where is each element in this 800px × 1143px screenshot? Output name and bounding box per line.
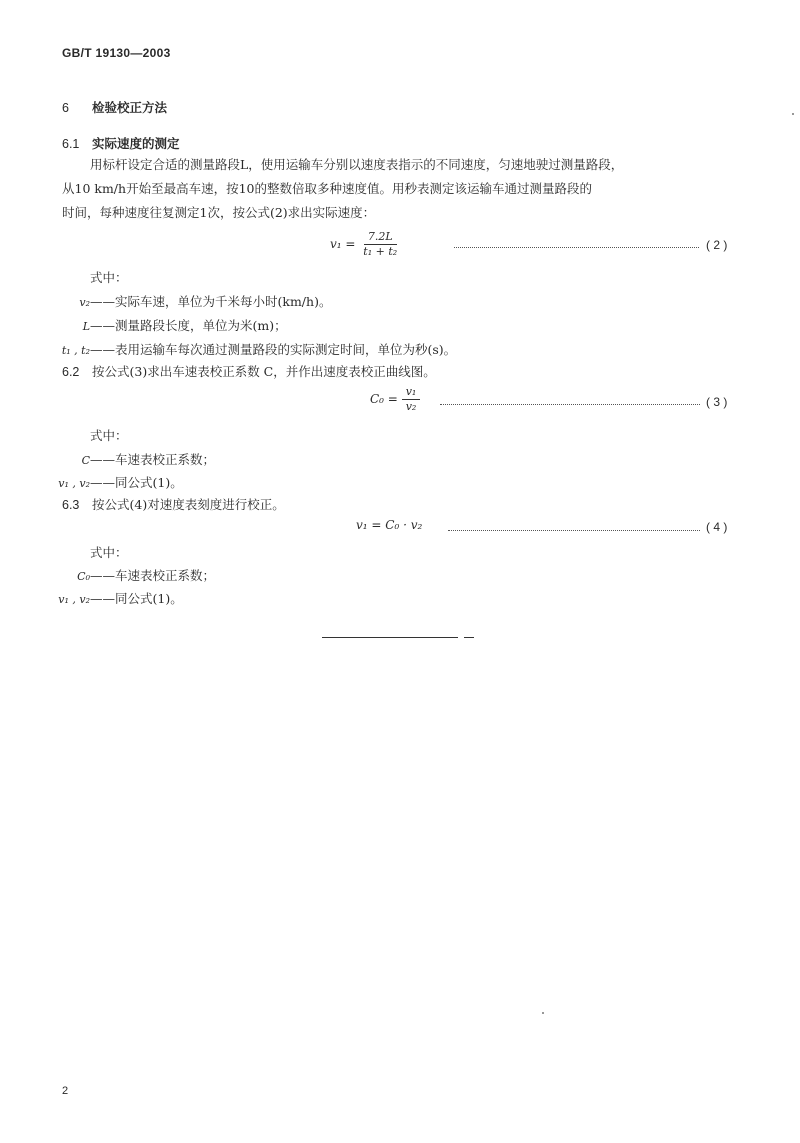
end-of-text-rule-tick (464, 637, 474, 638)
scan-speck (792, 113, 794, 115)
where-label: 式中： (90, 428, 128, 443)
definition-row (34, 340, 456, 358)
where-label: 式中： (90, 270, 128, 285)
dot-leader (454, 247, 699, 248)
where-label: 式中： (90, 545, 128, 560)
end-of-text-rule (322, 637, 458, 638)
definition-symbol: C₀ (77, 570, 90, 583)
definition-text: ——同公式(1)。 (90, 475, 183, 490)
definition-row (34, 589, 183, 607)
definition-row (34, 450, 215, 468)
definition-row (34, 566, 215, 584)
formula-lhs: C₀ = (370, 392, 398, 406)
fraction-denominator: v₂ (405, 400, 417, 413)
definition-row (34, 473, 183, 491)
formula-fraction (402, 385, 421, 414)
definition-row (34, 292, 331, 310)
subsection-text: 按公式(3)求出车速表校正系数 C，并作出速度表校正曲线图。 (92, 364, 436, 379)
fraction-numerator: v₁ (402, 385, 421, 400)
page-number: 2 (62, 1085, 69, 1097)
formula-2 (330, 230, 401, 259)
formula-3 (370, 385, 420, 414)
definition-symbol: v₁ , v₂ (58, 477, 90, 490)
subsection-title: 实际速度的测定 (92, 136, 180, 151)
definition-row (34, 316, 287, 334)
paragraph-line: 用标杆设定合适的测量路段L，使用运输车分别以速度表指示的不同速度，匀速地驶过测量路段， (90, 157, 624, 172)
equation-number: ( 4 ) (706, 520, 728, 534)
definition-text: ——表用运输车每次通过测量路段的实际测定时间，单位为秒(s)。 (90, 342, 457, 357)
subsection-6-3 (62, 495, 285, 513)
definition-text: ——车速表校正系数； (90, 568, 216, 583)
subsection-6-1-heading (62, 134, 180, 152)
paragraph-line: 从10 km/h开始至最高车速，按10的整数倍取多种速度值。用秒表测定该运输车通过测量路段的 (62, 181, 592, 196)
fraction-numerator: 7.2L (364, 230, 397, 245)
definition-symbol: L (82, 320, 90, 333)
standard-code-header: GB/T 19130—2003 (62, 46, 171, 60)
paragraph-line: 时间，每种速度往复测定1次，按公式(2)求出实际速度： (62, 205, 376, 220)
section-6-heading (62, 98, 167, 116)
equation-number: ( 3 ) (706, 395, 728, 409)
section-title: 检验校正方法 (92, 100, 168, 115)
fraction-denominator: t₁ + t₂ (363, 245, 398, 258)
equation-number: ( 2 ) (706, 238, 728, 252)
definition-symbol: C (81, 454, 90, 467)
definition-symbol: v₁ , v₂ (58, 593, 90, 606)
formula-fraction (359, 230, 401, 259)
scan-speck (542, 1012, 544, 1014)
formula-4: v₁ = C₀ · v₂ (356, 518, 423, 532)
definition-text: ——车速表校正系数； (90, 452, 216, 467)
dot-leader (440, 404, 700, 405)
definition-symbol: t₁ , t₂ (61, 344, 90, 357)
definition-text: ——测量路段长度，单位为米(m)； (90, 318, 287, 333)
subsection-number: 6.2 (62, 365, 80, 379)
subsection-text: 按公式(4)对速度表刻度进行校正。 (92, 497, 285, 512)
section-number: 6 (62, 101, 69, 115)
subsection-number: 6.1 (62, 137, 80, 151)
definition-text: ——同公式(1)。 (90, 591, 183, 606)
dot-leader (448, 530, 700, 531)
subsection-number: 6.3 (62, 498, 80, 512)
definition-text: ——实际车速，单位为千米每小时(km/h)。 (90, 294, 332, 309)
definition-symbol: v₂ (79, 296, 90, 309)
subsection-6-2 (62, 362, 436, 380)
formula-lhs: v₁ = (330, 237, 356, 251)
